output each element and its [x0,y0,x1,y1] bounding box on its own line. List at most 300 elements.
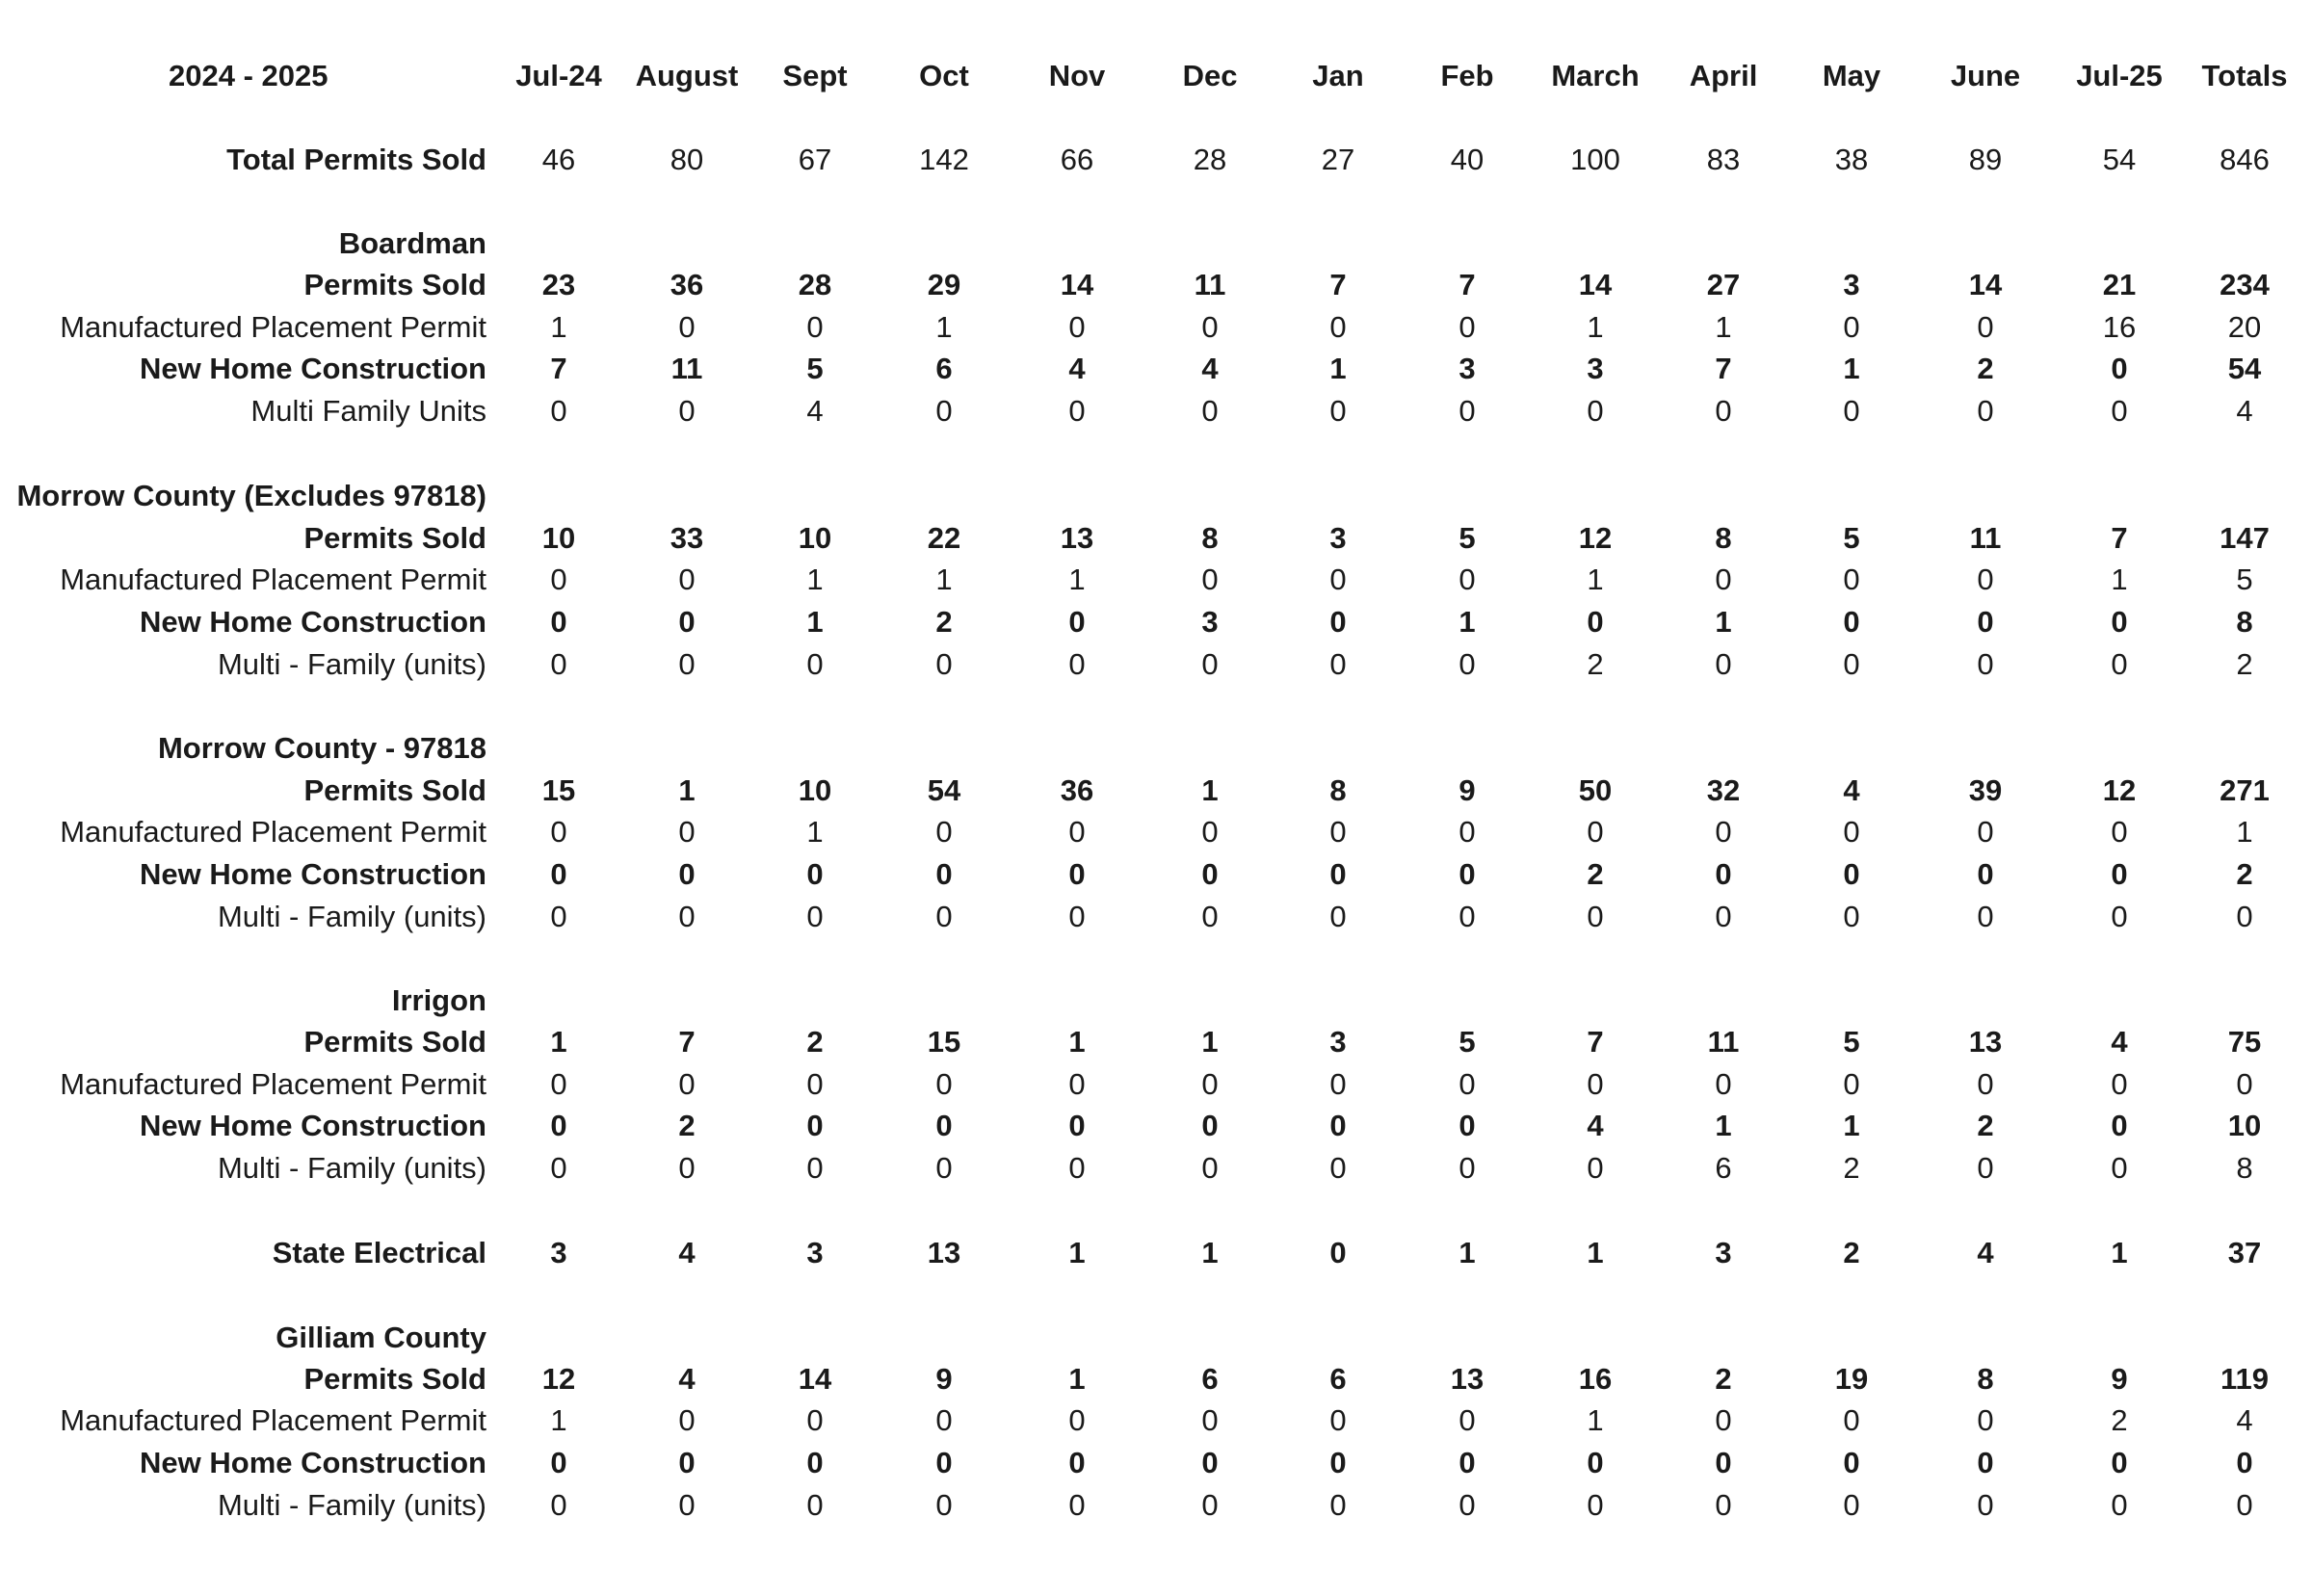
table-cell: 46 [541,143,576,176]
table-cell: 0 [1329,394,1347,428]
table-cell: 3 [1329,521,1347,555]
table-cell: 0 [1329,605,1347,639]
table-cell: 0 [1977,1446,1994,1479]
table-cell: 0 [935,647,953,681]
table-cell: 0 [1068,310,1086,344]
table-cell: 2 [678,1109,696,1142]
table-cell: 0 [678,857,696,891]
table-cell: 1 [806,605,824,639]
table-cell: 0 [935,394,953,428]
table-cell: 0 [1843,1067,1860,1101]
table-cell: 1 [1201,773,1219,807]
table-cell: 7 [678,1025,696,1059]
table-cell: 16 [2102,310,2137,344]
table-cell: 0 [1329,1446,1347,1479]
table-cell: 4 [678,1362,696,1396]
table-cell: 0 [1458,1109,1476,1142]
table-cell: 147 [2220,521,2270,555]
table-cell: 0 [1068,815,1086,849]
table-cell: 0 [1977,394,1994,428]
table-cell: 2 [1587,647,1604,681]
table-cell: 0 [1329,563,1347,596]
table-cell: 13 [1450,1362,1484,1396]
table-cell: 0 [1329,1236,1347,1269]
table-cell: 0 [550,1446,567,1479]
table-cell: 0 [550,815,567,849]
table-cell: 1 [2111,1236,2128,1269]
table-cell: 54 [2227,352,2262,385]
table-cell: 7 [1458,268,1476,301]
table-cell: 13 [1060,521,1094,555]
table-cell: 0 [806,857,824,891]
table-cell: 1 [1843,352,1860,385]
section-heading: Morrow County (Excludes 97818) [16,479,486,512]
column-header-jul-24: Jul-24 [515,59,602,92]
row-label: New Home Construction [140,605,486,639]
table-cell: 83 [1706,143,1741,176]
table-cell: 16 [1578,1362,1613,1396]
table-cell: 9 [935,1362,953,1396]
table-cell: 0 [1977,900,1994,933]
table-cell: 54 [2102,143,2137,176]
section-heading: Gilliam County [276,1321,486,1354]
table-cell: 3 [1458,352,1476,385]
table-cell: 0 [550,1488,567,1522]
table-cell: 0 [2111,1488,2128,1522]
table-cell: 0 [550,857,567,891]
table-cell: 0 [806,647,824,681]
table-cell: 8 [1201,521,1219,555]
table-cell: 0 [678,394,696,428]
table-cell: 0 [1068,900,1086,933]
column-header-may: May [1822,59,1881,92]
table-cell: 27 [1321,143,1355,176]
table-cell: 0 [678,1488,696,1522]
table-cell: 8 [2236,605,2253,639]
table-cell: 0 [1458,815,1476,849]
table-cell: 11 [1194,268,1226,301]
row-label: Multi - Family (units) [217,1488,486,1522]
table-cell: 8 [2236,1151,2253,1185]
table-cell: 0 [806,1109,824,1142]
table-cell: 21 [2102,268,2137,301]
table-cell: 0 [935,857,953,891]
table-cell: 11 [670,352,703,385]
table-cell: 100 [1570,143,1620,176]
table-cell: 2 [2236,857,2253,891]
table-cell: 0 [2111,605,2128,639]
row-label: Multi - Family (units) [217,647,486,681]
table-cell: 89 [1968,143,2003,176]
table-cell: 0 [1329,1151,1347,1185]
table-cell: 12 [1578,521,1613,555]
table-cell: 2 [1977,352,1994,385]
table-cell: 0 [1587,1446,1604,1479]
table-cell: 28 [798,268,832,301]
table-cell: 6 [935,352,953,385]
table-cell: 0 [550,900,567,933]
table-cell: 0 [1843,310,1860,344]
table-cell: 6 [1329,1362,1347,1396]
table-cell: 1 [1068,1236,1086,1269]
table-cell: 4 [1587,1109,1604,1142]
table-cell: 0 [1977,1488,1994,1522]
table-cell: 0 [806,1488,824,1522]
table-cell: 12 [2102,773,2137,807]
table-cell: 0 [1843,647,1860,681]
table-cell: 7 [1587,1025,1604,1059]
table-cell: 12 [541,1362,576,1396]
table-cell: 7 [1715,352,1732,385]
table-cell: 0 [1458,857,1476,891]
table-cell: 0 [1715,563,1732,596]
table-cell: 0 [1201,1109,1219,1142]
table-cell: 22 [927,521,961,555]
table-cell: 0 [678,1403,696,1437]
table-cell: 0 [1068,1403,1086,1437]
table-cell: 1 [678,773,696,807]
table-cell: 2 [806,1025,824,1059]
table-cell: 0 [1201,1488,1219,1522]
table-cell: 3 [1715,1236,1732,1269]
table-cell: 1 [2111,563,2128,596]
row-label: Total Permits Sold [226,143,486,176]
table-cell: 0 [678,605,696,639]
table-cell: 3 [1587,352,1604,385]
table-cell: 36 [670,268,704,301]
table-cell: 0 [806,1151,824,1185]
table-cell: 1 [1843,1109,1860,1142]
table-cell: 33 [670,521,704,555]
column-header-dec: Dec [1182,59,1238,92]
table-cell: 7 [2111,521,2128,555]
table-cell: 271 [2220,773,2270,807]
table-cell: 0 [1587,815,1604,849]
table-cell: 0 [1843,900,1860,933]
table-cell: 5 [1458,521,1476,555]
table-cell: 0 [2236,1488,2253,1522]
row-label: Manufactured Placement Permit [60,1067,486,1101]
table-cell: 1 [1587,1403,1604,1437]
table-cell: 28 [1193,143,1227,176]
table-cell: 19 [1834,1362,1869,1396]
table-cell: 0 [1201,857,1219,891]
column-header-sept: Sept [782,59,848,92]
table-cell: 0 [1068,647,1086,681]
table-cell: 0 [1715,1067,1732,1101]
table-cell: 1 [1068,563,1086,596]
table-cell: 0 [2111,900,2128,933]
table-cell: 0 [1843,857,1860,891]
column-header-oct: Oct [919,59,969,92]
table-cell: 0 [550,605,567,639]
table-cell: 4 [2236,394,2253,428]
table-cell: 0 [1715,857,1732,891]
table-cell: 38 [1834,143,1869,176]
table-cell: 66 [1060,143,1094,176]
table-cell: 0 [1329,310,1347,344]
table-cell: 0 [1715,1446,1732,1479]
column-header-march: March [1551,59,1640,92]
table-cell: 1 [550,1403,567,1437]
table-cell: 142 [919,143,969,176]
table-cell: 0 [1977,310,1994,344]
table-cell: 3 [806,1236,824,1269]
table-cell: 0 [2111,1151,2128,1185]
table-cell: 6 [1715,1151,1732,1185]
table-cell: 0 [935,815,953,849]
table-cell: 1 [806,815,824,849]
table-cell: 4 [1201,352,1219,385]
table-cell: 5 [1843,521,1860,555]
table-cell: 5 [1458,1025,1476,1059]
table-cell: 1 [1715,605,1732,639]
table-cell: 2 [935,605,953,639]
table-cell: 0 [2236,1446,2253,1479]
table-cell: 0 [1201,1151,1219,1185]
table-cell: 8 [1977,1362,1994,1396]
table-cell: 1 [1201,1025,1219,1059]
table-cell: 1 [1201,1236,1219,1269]
table-cell: 3 [1843,268,1860,301]
table-cell: 2 [1843,1236,1860,1269]
column-header-april: April [1689,59,1758,92]
table-cell: 234 [2220,268,2270,301]
table-cell: 0 [678,647,696,681]
row-label: New Home Construction [140,1109,486,1142]
table-cell: 0 [2111,1067,2128,1101]
table-cell: 9 [1458,773,1476,807]
table-cell: 4 [2236,1403,2253,1437]
table-cell: 36 [1060,773,1094,807]
table-cell: 1 [550,310,567,344]
table-cell: 0 [1068,1488,1086,1522]
table-cell: 0 [806,310,824,344]
table-cell: 3 [1201,605,1219,639]
table-cell: 0 [550,394,567,428]
table-cell: 0 [806,900,824,933]
table-cell: 0 [935,1109,953,1142]
table-cell: 0 [1458,1488,1476,1522]
table-cell: 0 [1458,563,1476,596]
table-cell: 0 [1715,1403,1732,1437]
table-cell: 2 [1843,1151,1860,1185]
table-cell: 0 [1329,815,1347,849]
column-header-totals: Totals [2201,59,2288,92]
table-cell: 0 [1201,1067,1219,1101]
row-label: Permits Sold [303,521,486,555]
table-cell: 8 [1715,521,1732,555]
table-cell: 0 [1587,605,1604,639]
table-cell: 0 [678,310,696,344]
table-cell: 9 [2111,1362,2128,1396]
table-cell: 4 [806,394,824,428]
table-cell: 0 [1977,857,1994,891]
table-cell: 0 [1458,394,1476,428]
table-cell: 3 [550,1236,567,1269]
row-label: Multi - Family (units) [217,900,486,933]
section-heading: Irrigon [391,983,486,1017]
table-cell: 39 [1968,773,2003,807]
row-label: Permits Sold [303,268,486,301]
table-cell: 0 [1587,900,1604,933]
table-cell: 0 [935,1403,953,1437]
table-cell: 2 [2236,647,2253,681]
table-cell: 0 [1977,815,1994,849]
column-header-nov: Nov [1048,59,1106,92]
table-cell: 0 [935,900,953,933]
column-header-jul-25: Jul-25 [2076,59,2163,92]
table-cell: 0 [1068,1446,1086,1479]
table-cell: 0 [1201,1446,1219,1479]
table-cell: 20 [2227,310,2262,344]
table-cell: 0 [550,563,567,596]
table-cell: 0 [550,1109,567,1142]
table-cell: 1 [1587,1236,1604,1269]
table-cell: 4 [1843,773,1860,807]
table-cell: 0 [935,1067,953,1101]
table-cell: 0 [1458,1067,1476,1101]
table-cell: 27 [1706,268,1741,301]
table-cell: 6 [1201,1362,1219,1396]
table-cell: 2 [1977,1109,1994,1142]
table-cell: 0 [1843,605,1860,639]
table-cell: 1 [1587,563,1604,596]
table-cell: 7 [1329,268,1347,301]
table-cell: 1 [1458,1236,1476,1269]
table-cell: 3 [1329,1025,1347,1059]
table-cell: 14 [1968,268,2003,301]
table-cell: 0 [1843,563,1860,596]
table-cell: 0 [678,900,696,933]
table-cell: 0 [1201,647,1219,681]
column-header-jan: Jan [1312,59,1364,92]
table-cell: 0 [806,1067,824,1101]
column-header-june: June [1950,59,2021,92]
table-cell: 0 [1715,647,1732,681]
table-cell: 0 [2236,900,2253,933]
table-cell: 0 [2111,857,2128,891]
table-cell: 0 [1977,605,1994,639]
table-cell: 119 [2220,1362,2269,1396]
row-label: Manufactured Placement Permit [60,1403,486,1437]
table-cell: 0 [806,1446,824,1479]
table-cell: 14 [798,1362,832,1396]
table-cell: 0 [1329,1488,1347,1522]
table-cell: 4 [1068,352,1086,385]
table-cell: 0 [1329,900,1347,933]
row-label: New Home Construction [140,352,486,385]
table-cell: 0 [1201,310,1219,344]
table-cell: 32 [1706,773,1741,807]
table-cell: 11 [1707,1025,1740,1059]
table-cell: 10 [541,521,576,555]
table-cell: 7 [550,352,567,385]
table-cell: 0 [678,1151,696,1185]
table-cell: 29 [927,268,961,301]
table-cell: 0 [1715,1488,1732,1522]
table-cell: 13 [1968,1025,2003,1059]
table-cell: 0 [1329,647,1347,681]
table-cell: 10 [798,521,832,555]
row-label: New Home Construction [140,1446,486,1479]
table-cell: 1 [1068,1362,1086,1396]
table-cell: 0 [1068,605,1086,639]
row-label: New Home Construction [140,857,486,891]
table-cell: 0 [1715,394,1732,428]
table-cell: 0 [1715,900,1732,933]
table-cell: 0 [1587,1067,1604,1101]
table-cell: 0 [1587,1151,1604,1185]
table-cell: 0 [1458,1151,1476,1185]
table-cell: 0 [1329,1403,1347,1437]
column-header-feb: Feb [1440,59,1494,92]
table-cell: 5 [806,352,824,385]
table-cell: 2 [1715,1362,1732,1396]
table-cell: 0 [1977,563,1994,596]
table-cell: 0 [1068,1067,1086,1101]
table-cell: 1 [2236,815,2253,849]
table-cell: 0 [1201,563,1219,596]
table-cell: 0 [2111,815,2128,849]
table-cell: 4 [1977,1236,1994,1269]
table-cell: 14 [1060,268,1094,301]
table-cell: 1 [935,563,953,596]
table-cell: 0 [1587,394,1604,428]
table-cell: 5 [1843,1025,1860,1059]
table-cell: 0 [550,1151,567,1185]
table-cell: 15 [541,773,576,807]
table-cell: 67 [798,143,832,176]
table-cell: 0 [1068,857,1086,891]
table-cell: 0 [2111,394,2128,428]
table-cell: 0 [2111,352,2128,385]
table-cell: 50 [1578,773,1613,807]
table-cell: 0 [1068,1109,1086,1142]
row-label: State Electrical [272,1236,486,1269]
table-cell: 1 [1329,352,1347,385]
table-cell: 54 [927,773,961,807]
table-cell: 0 [1068,394,1086,428]
column-header-august: August [635,59,739,92]
table-cell: 0 [1458,310,1476,344]
table-cell: 0 [2111,1109,2128,1142]
table-cell: 10 [798,773,832,807]
table-cell: 11 [1969,521,2002,555]
table-cell: 0 [1201,394,1219,428]
table-cell: 0 [1068,1151,1086,1185]
table-cell: 15 [927,1025,961,1059]
table-cell: 0 [1329,1067,1347,1101]
table-cell: 0 [1977,1151,1994,1185]
table-cell: 0 [1458,1403,1476,1437]
table-cell: 1 [935,310,953,344]
table-cell: 1 [1068,1025,1086,1059]
table-cell: 846 [2220,143,2270,176]
table-cell: 0 [935,1151,953,1185]
table-cell: 0 [935,1446,953,1479]
table-cell: 2 [1587,857,1604,891]
table-cell: 0 [678,815,696,849]
table-cell: 0 [550,647,567,681]
table-cell: 0 [678,563,696,596]
table-cell: 1 [806,563,824,596]
table-cell: 0 [2111,1446,2128,1479]
row-label: Manufactured Placement Permit [60,815,486,849]
table-cell: 1 [1715,1109,1732,1142]
table-cell: 14 [1578,268,1613,301]
table-cell: 4 [678,1236,696,1269]
